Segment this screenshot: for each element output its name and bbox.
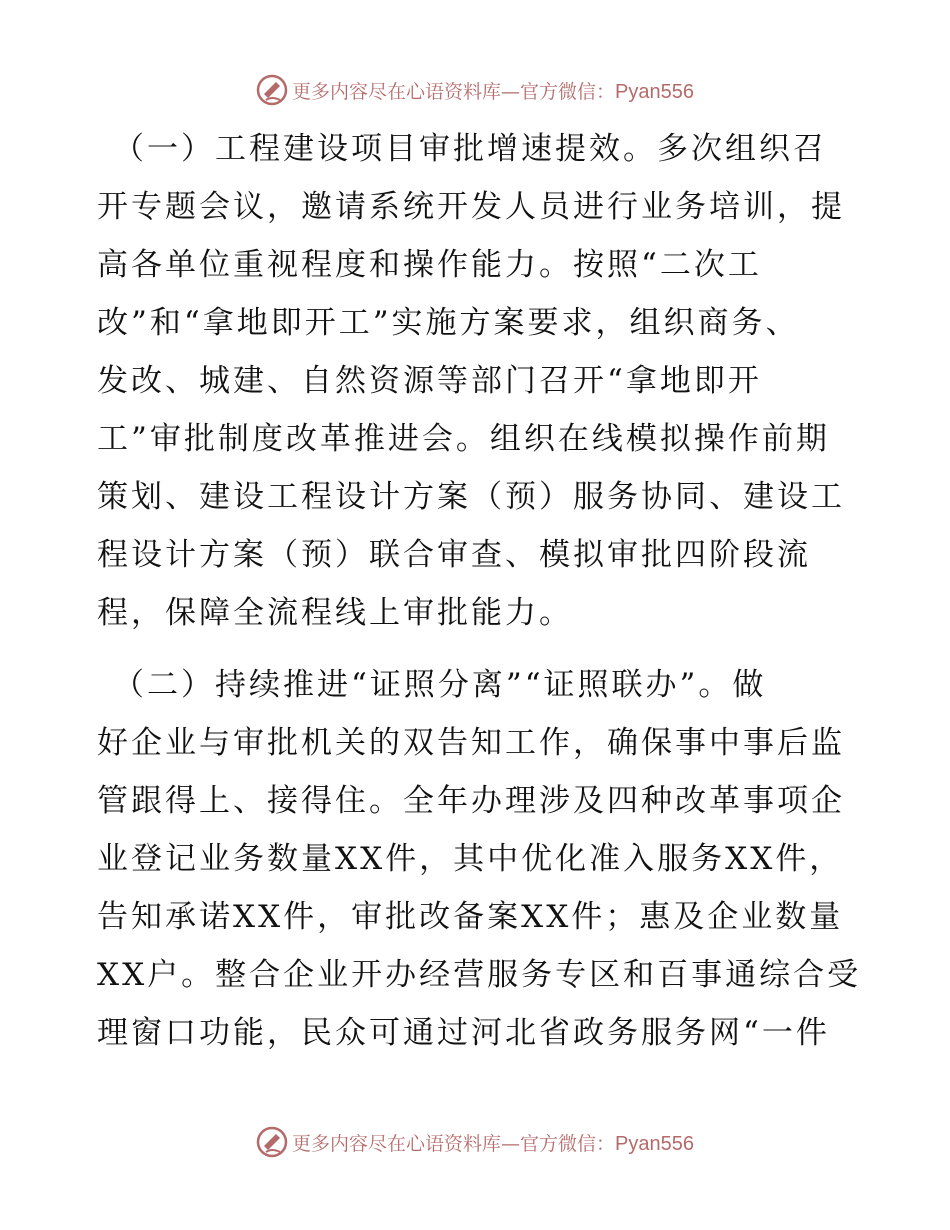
watermark-label: 更多内容尽在心语资料库—官方微信： [292, 80, 616, 103]
text-line: 开专题会议，邀请系统开发人员进行业务培训，提 [97, 189, 845, 225]
watermark-id: Pyan556 [615, 1132, 694, 1155]
text-line: 告知承诺XX件，审批改备案XX件；惠及企业数量 [97, 899, 844, 935]
text-line: 业登记业务数量XX件，其中优化准入服务XX件， [97, 841, 844, 877]
text-line: 好企业与审批机关的双告知工作，确保事中事后监 [97, 725, 845, 761]
watermark-text [292, 77, 694, 104]
text-line: 理窗口功能，民众可通过河北省政务服务网“一件 [97, 1015, 830, 1051]
watermark-text [292, 1129, 694, 1156]
text-line: 程设计方案（预）联合审查、模拟审批四阶段流 [97, 537, 811, 573]
book-pen-icon [256, 1126, 288, 1158]
watermark-id: Pyan556 [615, 80, 694, 103]
paragraph-1 [97, 120, 857, 642]
book-pen-icon [256, 74, 288, 106]
document-body [97, 120, 862, 1062]
paragraph-2 [97, 656, 862, 1062]
text-line: 改”和“拿地即开工”实施方案要求，组织商务、 [97, 305, 800, 341]
text-line: 策划、建设工程设计方案（预）服务协同、建设工 [97, 479, 845, 515]
text-line: 工”审批制度改革推进会。组织在线模拟操作前期 [97, 421, 830, 457]
text-line: 管跟得上、接得住。全年办理涉及四种改革事项企 [97, 783, 845, 819]
text-line: （一）工程建设项目审批增速提效。多次组织召 [113, 131, 827, 167]
text-line: 高各单位重视程度和操作能力。按照“二次工 [97, 247, 762, 283]
text-line: XX户。整合企业开办经营服务专区和百事通综合受 [97, 957, 862, 993]
text-line: 发改、城建、自然资源等部门召开“拿地即开 [97, 363, 762, 399]
watermark-label: 更多内容尽在心语资料库—官方微信： [292, 1132, 616, 1155]
watermark-footer [0, 1126, 950, 1158]
text-line: 程，保障全流程线上审批能力。 [97, 595, 573, 631]
text-line: （二）持续推进“证照分离”“证照联办”。做 [113, 667, 767, 703]
watermark-header [0, 74, 950, 106]
